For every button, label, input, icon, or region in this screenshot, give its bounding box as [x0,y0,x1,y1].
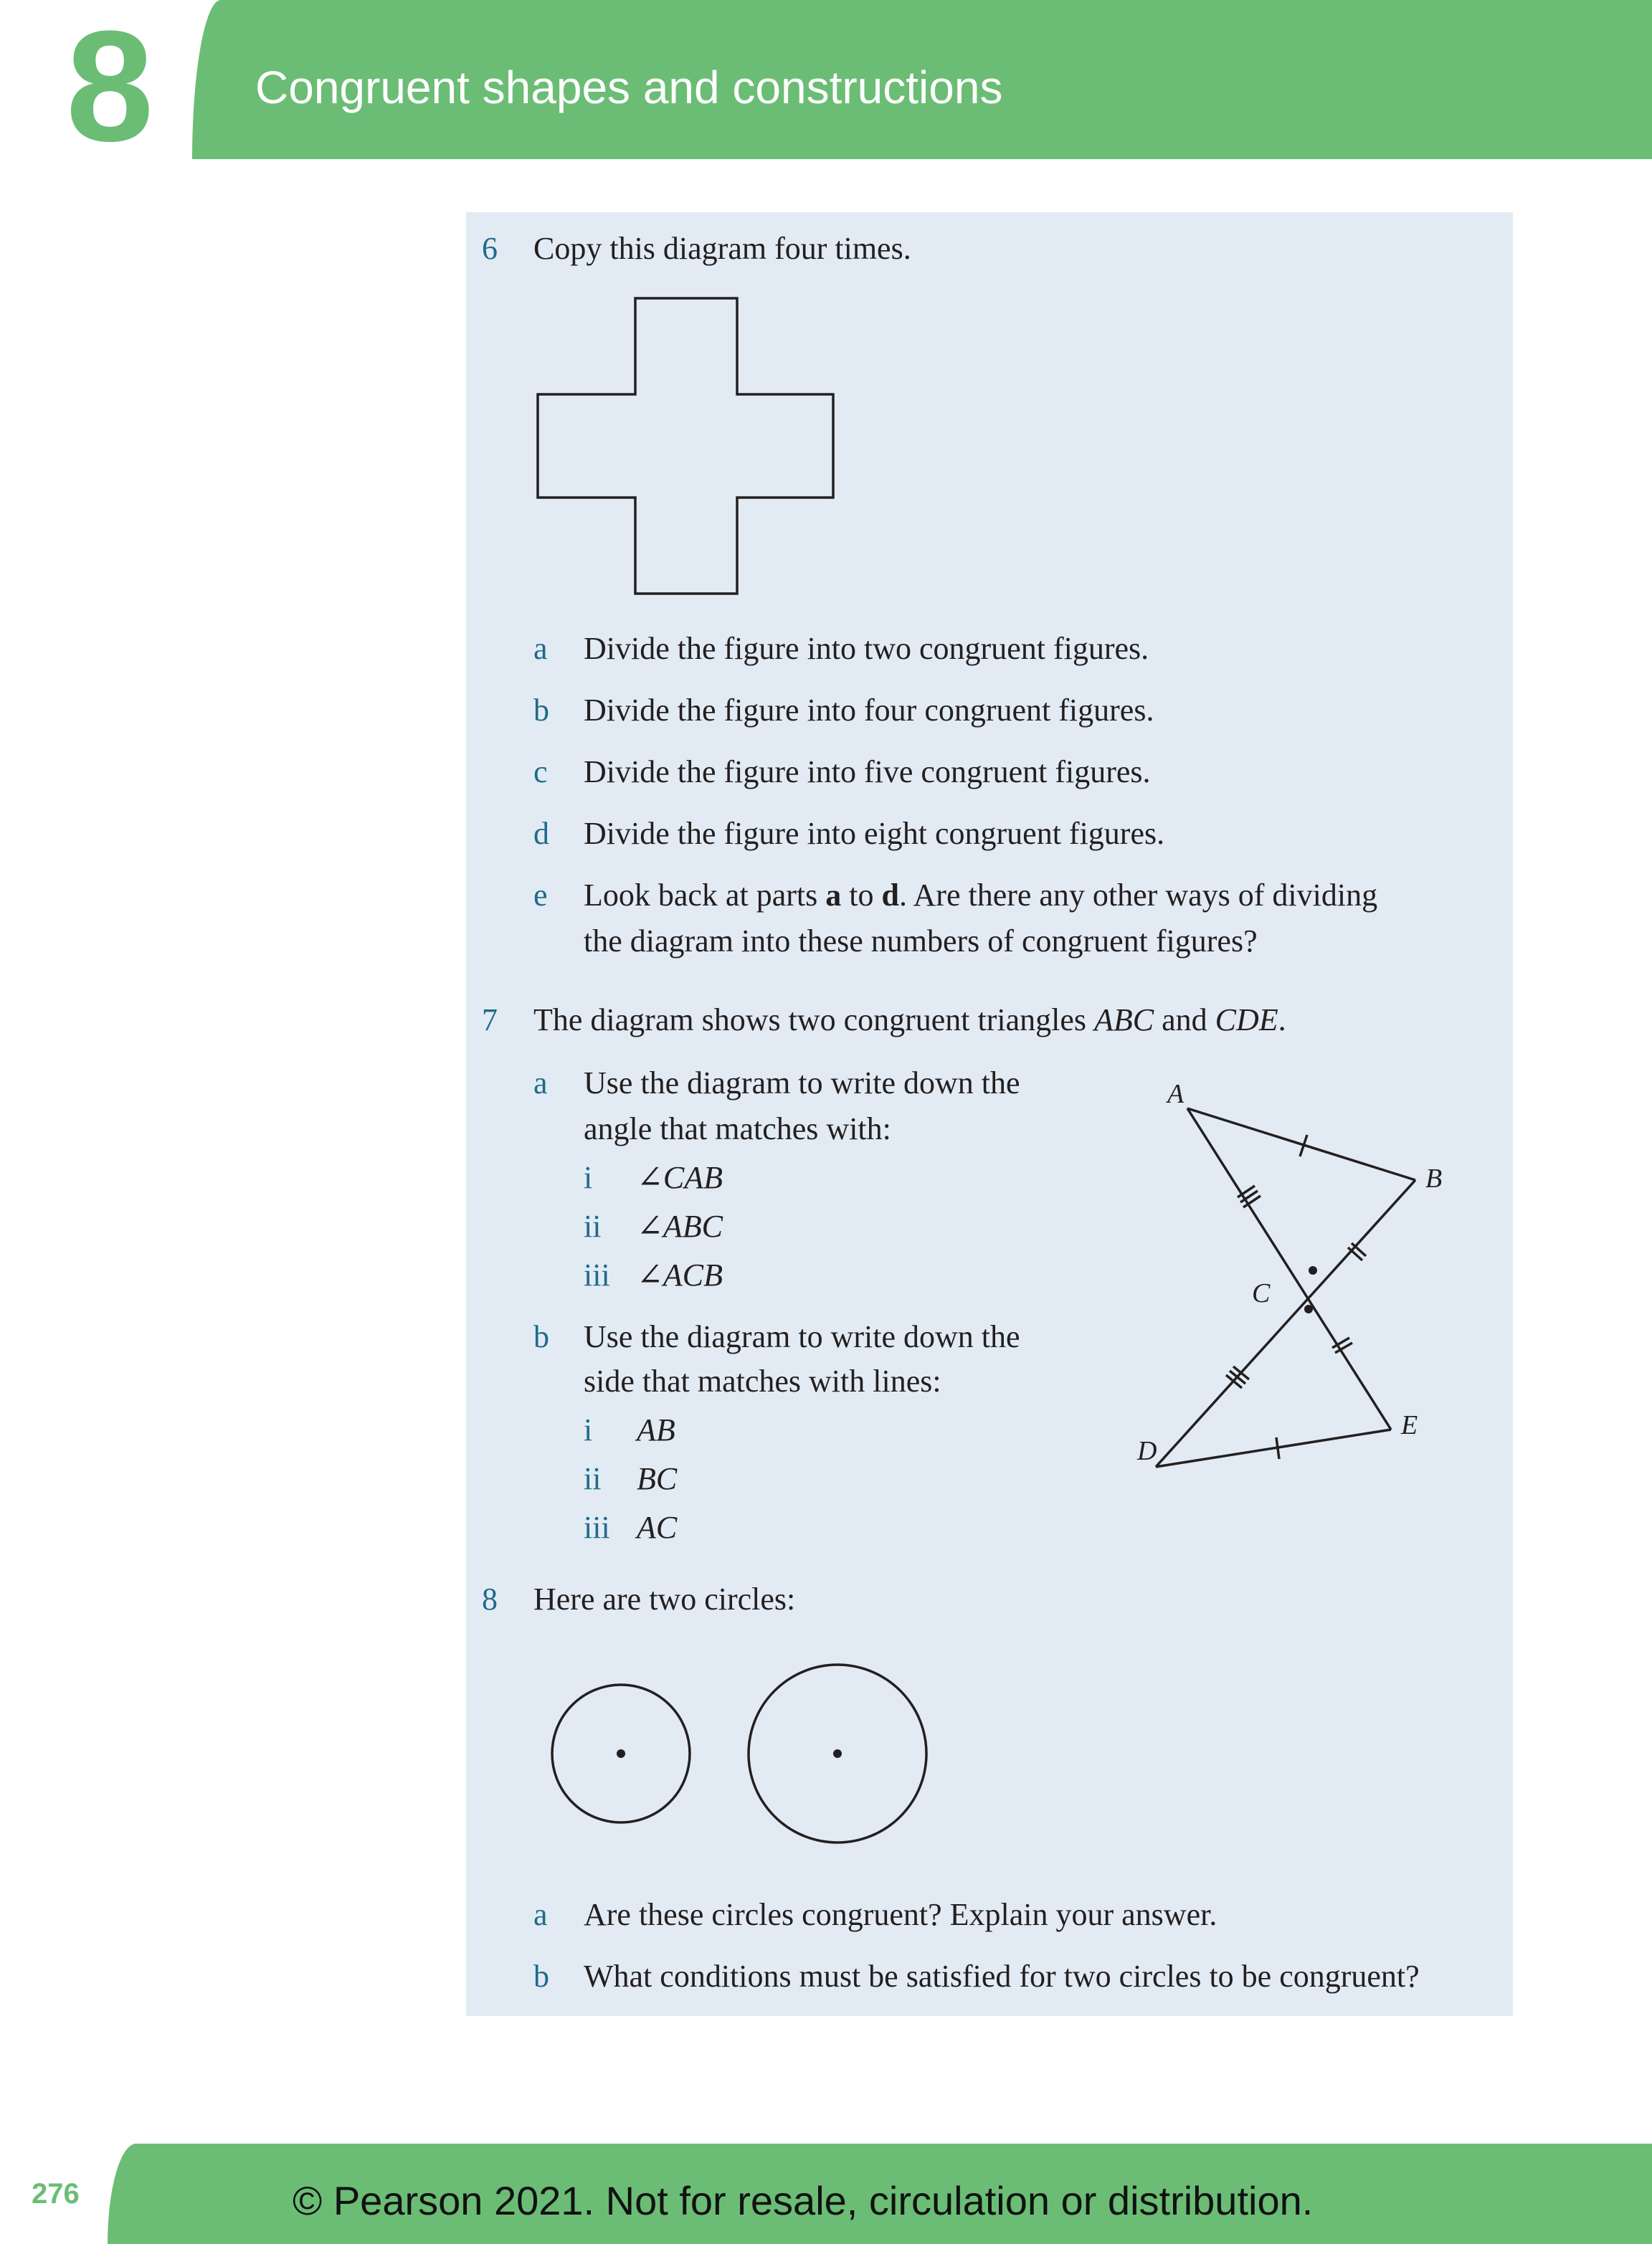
sub-text: ∠ABC [637,1209,723,1244]
side-AB [1187,1108,1415,1180]
ticks-AC [1238,1186,1261,1207]
question-7-prompt: The diagram shows two congruent triangles ABC and CDE. [533,1002,1286,1037]
part-text: Divide the figure into four congruent figures. [584,693,1154,728]
sub-text: ∠CAB [637,1160,723,1195]
side-BD [1156,1180,1415,1467]
sub-label: ii [584,1461,602,1496]
part-text: the diagram into these numbers of congruent figures? [584,923,1258,959]
large-circle-center [833,1749,842,1758]
part-text: What conditions must be satisfied for two circles to be congruent? [584,1959,1420,1994]
part-text: Use the diagram to write down the [584,1065,1020,1100]
cross-diagram [531,290,846,605]
part-text: Divide the figure into five congruent figures. [584,754,1151,789]
vertex-label-D: D [1137,1436,1157,1466]
sub-label: iii [584,1258,610,1293]
part-text: side that matches with lines: [584,1364,941,1399]
part-text: angle that matches with: [584,1111,891,1146]
sub-label: iii [584,1510,610,1545]
part-text: Look back at parts a to d. Are there any other ways of dividing [584,878,1378,913]
small-circle-center [617,1749,625,1758]
side-AE [1187,1108,1391,1430]
part-text: Use the diagram to write down the [584,1319,1020,1354]
part-label: b [533,693,549,728]
part-label: a [533,1897,548,1932]
vertex-label-E: E [1401,1410,1418,1440]
tick-DE [1276,1437,1279,1459]
chapter-title: Congruent shapes and constructions [255,62,1003,113]
vertex-label-B: B [1425,1164,1443,1194]
cross-shape [538,298,833,594]
angle-dot-lower [1304,1305,1313,1313]
sub-text: AC [637,1510,678,1545]
vertex-label-A: A [1167,1079,1185,1109]
vertex-label-C: C [1252,1278,1271,1308]
part-label: e [533,878,548,913]
angle-dot-upper [1309,1266,1317,1275]
part-label: d [533,816,549,851]
congruent-triangles-diagram [1104,1061,1506,1506]
part-label: a [533,631,548,666]
sub-text: AB [637,1412,675,1447]
sub-text: BC [637,1461,678,1496]
part-text: Are these circles congruent? Explain your answer. [584,1897,1217,1932]
question-number-6: 6 [482,231,498,266]
sub-label: i [584,1412,593,1447]
chapter-number: 8 [66,0,154,174]
question-number-7: 7 [482,1002,498,1037]
sub-text: ∠ACB [637,1258,723,1293]
copyright-notice: © Pearson 2021. Not for resale, circulation or distribution. [293,2178,1314,2223]
sub-label: ii [584,1209,602,1244]
question-6-prompt: Copy this diagram four times. [533,231,911,266]
side-DE [1156,1430,1391,1467]
two-circles-diagram [531,1649,946,1864]
sub-label: i [584,1160,593,1195]
part-text: Divide the figure into two congruent figures. [584,631,1149,666]
part-label: b [533,1319,549,1354]
question-number-8: 8 [482,1582,498,1617]
part-label: b [533,1959,549,1994]
page-number: 276 [32,2178,80,2210]
part-label: a [533,1065,548,1100]
question-8-prompt: Here are two circles: [533,1582,796,1617]
part-label: c [533,754,548,789]
part-text: Divide the figure into eight congruent figures. [584,816,1165,851]
